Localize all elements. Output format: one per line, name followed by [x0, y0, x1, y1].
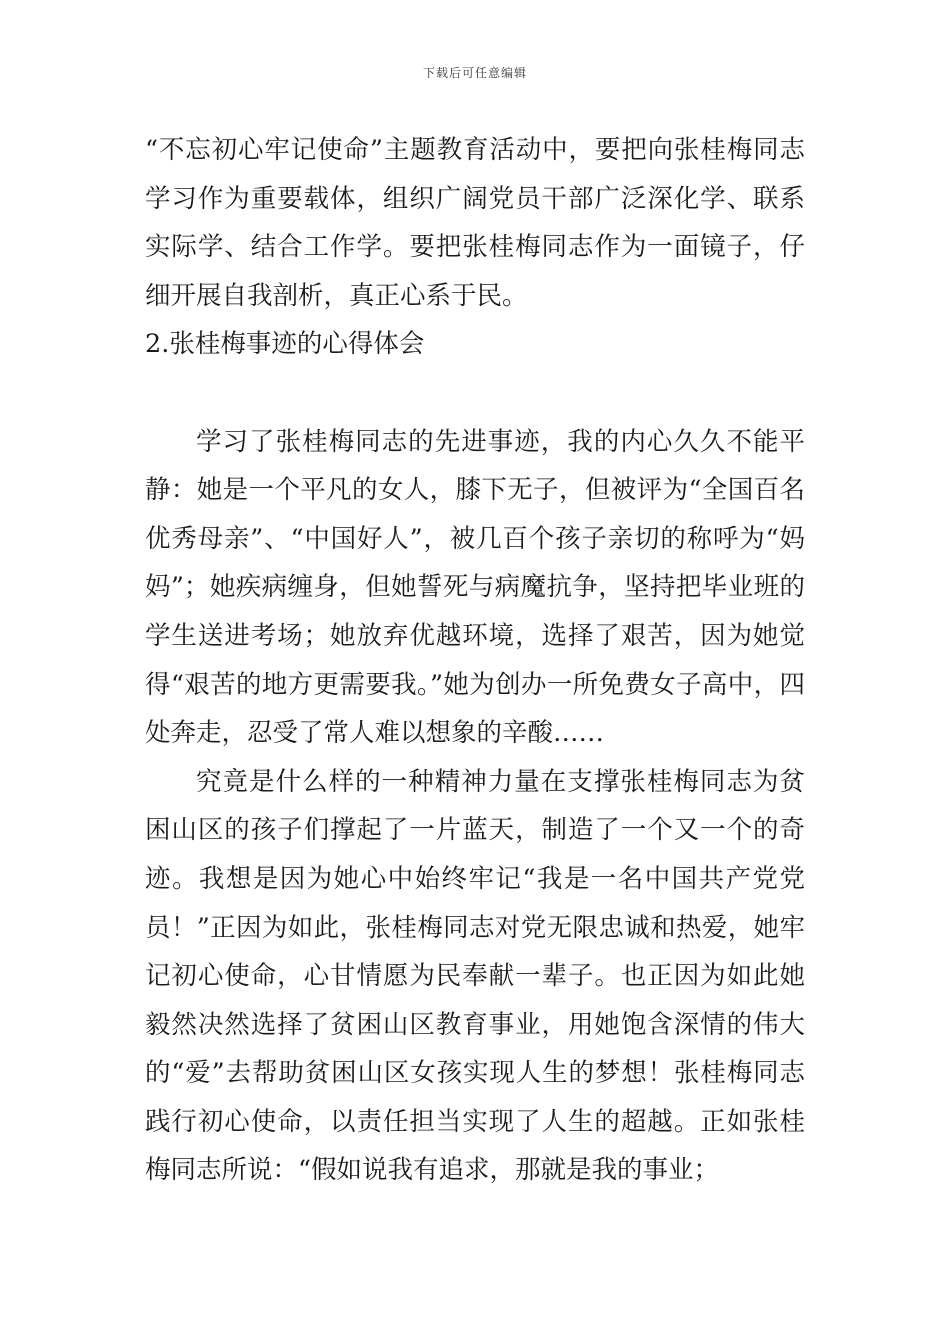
body-paragraph-2: 究竟是什么样的一种精神力量在支撑张桂梅同志为贫困山区的孩子们撑起了一片蓝天，制造了一个又一个的奇迹。我想是因为她心中始终牢记“我是一名中国共产党党员！”正因为如此，张桂梅同志对党无限忠诚和热爱，她牢记初心使命，心甘情愿为民奉献一辈子。也正因为如此她毅然决然选择了贫困山区教育事业，用她饱含深情的伟大的“爱”去帮助贫困山区女孩实现人生的梦想！张桂梅同志践行初心使命，以责任担当实现了人生的超越。正如张桂梅同志所说：“假如说我有追求，那就是我的事业；	[145, 766, 805, 1186]
document-body	[145, 126, 805, 1195]
section-heading: 2.张桂梅事迹的心得体会	[145, 329, 425, 360]
blank-line	[145, 369, 805, 418]
body-paragraph-1: 学习了张桂梅同志的先进事迹，我的内心久久不能平静：她是一个平凡的女人，膝下无子，但被评为“全国百名优秀母亲”、“中国好人”，被几百个孩子亲切的称呼为“妈妈”；她疾病缠身，但她誓死与病魔抗争，坚持把毕业班的学生送进考场；她放弃优越环境，选择了艰苦，因为她觉得“艰苦的地方更需要我。”她为创办一所免费女子高中，四处奔走，忍受了常人难以想象的辛酸……	[145, 426, 805, 749]
page-header: 下载后可任意编辑	[422, 66, 527, 80]
intro-paragraph: “不忘初心牢记使命”主题教育活动中，要把向张桂梅同志学习作为重要载体，组织广阔党员干部广泛深化学、联系实际学、结合工作学。要把张桂梅同志作为一面镜子，仔细开展自我剖析，真正心系于民。	[145, 135, 805, 311]
